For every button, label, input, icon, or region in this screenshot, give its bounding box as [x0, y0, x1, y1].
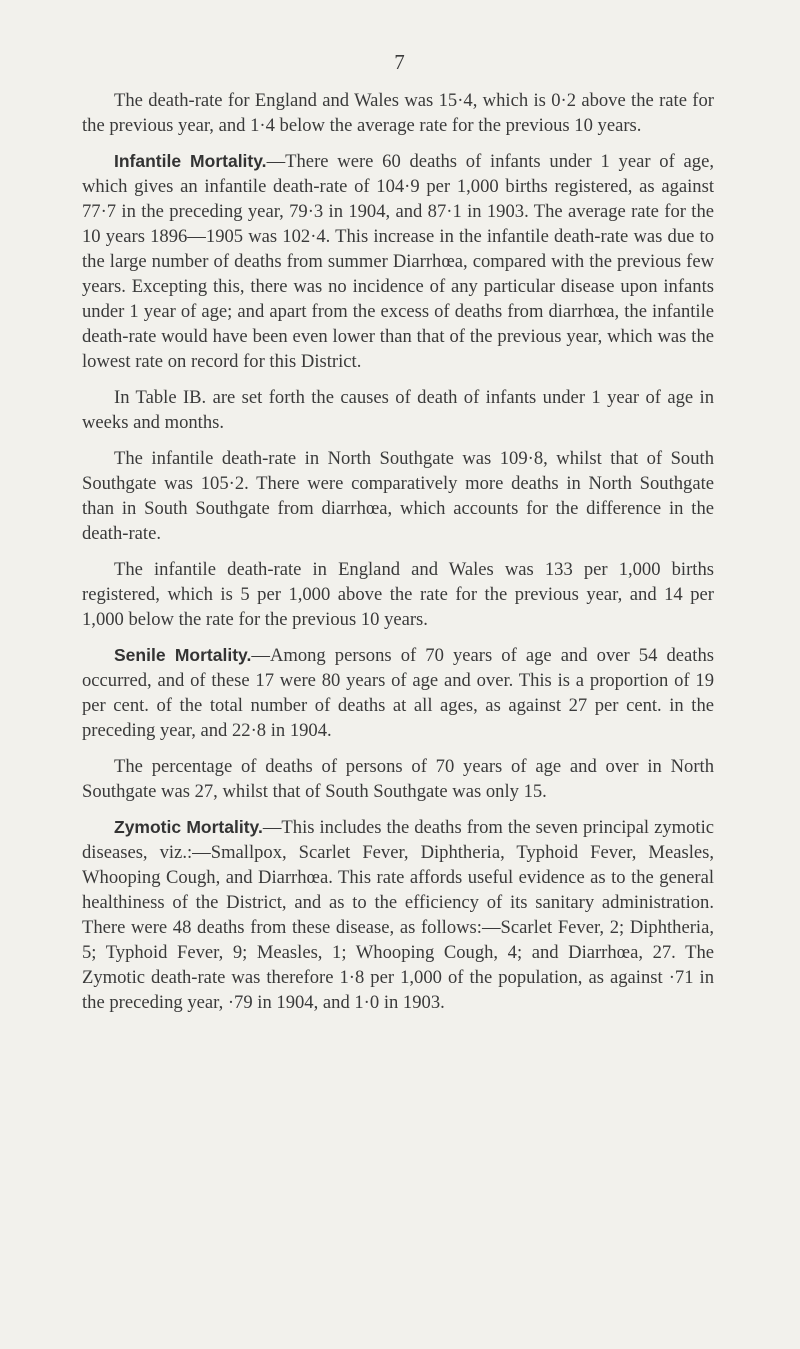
section-heading-senile-mortality: Senile Mortality. [114, 645, 252, 665]
document-body [82, 88, 714, 1026]
paragraph-text: The percentage of deaths of persons of 70 years of age and over in North Southgate was 27, whilst that of South Southgate was only 15. [82, 756, 714, 802]
paragraph-infantile-mortality [82, 149, 714, 374]
paragraph-table-reference [82, 385, 714, 435]
paragraph-text: The infantile death-rate in North Southgate was 109·8, whilst that of South Southgate was 105·2. There were comparatively more deaths in North Southgate than in South Southgate from diarrhœa, which accounts for the difference in the death-rate. [82, 448, 714, 544]
section-heading-infantile-mortality: Infantile Mortality. [114, 151, 267, 171]
paragraph-senile-mortality [82, 643, 714, 743]
paragraph-england-wales-infantile [82, 557, 714, 632]
paragraph-text: The death-rate for England and Wales was 15·4, which is 0·2 above the rate for the previous year, and 1·4 below the average rate for the previous 10 years. [82, 90, 714, 136]
paragraph-text: —Among persons of 70 years of age and over 54 deaths occurred, and of these 17 were 80 years of age and over. This is a proportion of 19 per cent. of the total number of deaths at all ages, as against 27 per cent. in the preceding year, and 22·8 in 1904. [82, 645, 714, 741]
paragraph-text: —This includes the deaths from the seven principal zymotic diseases, viz.:—Smallpox, Scarlet Fever, Diphtheria, Typhoid Fever, Measles, Whooping Cough, and Diarrhœa. This rate affords useful evidence as to the general healthiness of the District, and as to the efficiency of its sanitary administration. There were 48 deaths from these disease, as follows:—Scarlet Fever, 2; Diphtheria, 5; Typhoid Fever, 9; Measles, 1; Whooping Cough, 4; and Diarrhœa, 27. The Zymotic death-rate was therefore 1·8 per 1,000 of the population, as against ·71 in the preceding year, ·79 in 1904, and 1·0 in 1903. [82, 817, 714, 1013]
paragraph-text: —There were 60 deaths of infants under 1 year of age, which gives an infantile death-rate of 104·9 per 1,000 births registered, as against 77·7 in the preceding year, 79·3 in 1904, and 87·1 in 1903. The average rate for the 10 years 1896—1905 was 102·4. This increase in the infantile death-rate was due to the large number of deaths from summer Diarrhœa, compared with the previous few years. Excepting this, there was no incidence of any particular disease upon infants under 1 year of age; and apart from the excess of deaths from diarrhœa, the infantile death-rate would have been even lower than that of the previous year, which was the lowest rate on record for this District. [82, 151, 715, 372]
paragraph-zymotic-mortality [82, 815, 714, 1015]
paragraph-england-wales-death-rate [82, 88, 714, 138]
paragraph-text: The infantile death-rate in England and Wales was 133 per 1,000 births registered, which is 5 per 1,000 above the rate for the previous year, and 14 per 1,000 below the rate for the previous 10 years. [82, 559, 714, 630]
paragraph-north-south-infantile [82, 446, 714, 546]
page-number: 7 [394, 50, 406, 74]
section-heading-zymotic-mortality: Zymotic Mortality. [114, 817, 263, 837]
paragraph-senile-percentage [82, 754, 714, 804]
paragraph-text: In Table IB. are set forth the causes of death of infants under 1 year of age in weeks and months. [82, 387, 714, 433]
